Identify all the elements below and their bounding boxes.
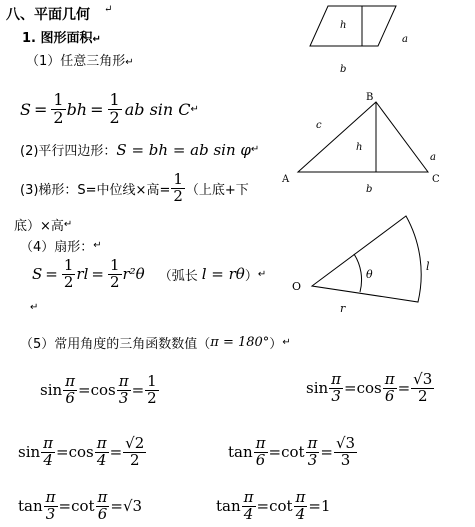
angle-fraction (63, 374, 77, 407)
numerator: π (97, 488, 108, 506)
numerator: π (331, 370, 342, 388)
denominator: 2 (109, 272, 120, 291)
formula-rl: rl (76, 265, 89, 284)
formula-lhs: S (32, 265, 43, 284)
paragraph-mark: ↵ (250, 144, 260, 155)
numerator: π (118, 372, 129, 390)
trig-func: sin (306, 379, 329, 398)
numerator: π (65, 372, 76, 390)
side-a: a (430, 152, 436, 163)
angles-label-tail: ） (269, 337, 283, 352)
paragraph-mark: ↵ (93, 240, 102, 251)
trig-func: tan (216, 497, 241, 516)
denominator: 3 (307, 450, 318, 469)
trig-func: cot (281, 443, 305, 462)
numerator: 1 (109, 256, 120, 274)
trig-func: cos (90, 381, 116, 400)
numerator: π (96, 434, 107, 452)
trig-func: tan (18, 497, 43, 516)
trapezoid-tail: （上底+下 (185, 182, 249, 198)
denominator: 2 (417, 386, 428, 405)
subsection-heading (22, 27, 101, 46)
triangle-diagram (280, 88, 450, 196)
angle-fraction (306, 436, 320, 469)
parallelogram-label: (2)平行四边形： (20, 144, 117, 159)
numerator: √3 (335, 434, 356, 452)
trig-func: tan (228, 443, 253, 462)
arc-l: l (426, 260, 430, 273)
denominator: 3 (45, 504, 56, 523)
center-O: O (292, 280, 302, 293)
arc-label: （弧长 (158, 268, 198, 284)
fraction-half (51, 92, 65, 127)
denominator: 6 (97, 504, 108, 523)
numerator: 1 (147, 372, 157, 390)
angle-fraction (95, 436, 109, 469)
trig-func: sin (40, 381, 63, 400)
paragraph-mark: ↵ (190, 103, 199, 115)
angle-fraction (41, 436, 55, 469)
denominator: 6 (65, 388, 75, 407)
trig-row-1: sin $\frac{\pi}{6}$ = cos $\frac{\pi}{3}$ = $\frac{1}{2}$ (40, 372, 157, 407)
fraction-half (108, 258, 122, 291)
angle-fraction (329, 372, 343, 405)
denominator: 4 (96, 450, 107, 469)
denominator: 6 (384, 386, 395, 405)
trig-func: cot (269, 497, 293, 516)
angle-fraction (242, 490, 256, 523)
trig-row-6: tan $\frac{\pi}{4}$ = cot $\frac{\pi}{4}$ = 1 (216, 488, 331, 523)
subsection-title: 图形面积 (40, 31, 93, 46)
angle-arc (354, 254, 362, 292)
formula-r2theta: r²θ (122, 265, 145, 284)
numerator: √2 (125, 434, 145, 452)
angle-fraction (96, 490, 110, 523)
sector-shape (312, 216, 421, 302)
angle-fraction (254, 436, 268, 469)
parallelogram-equation: S = bh = ab sin φ (116, 140, 251, 159)
vertex-C: C (432, 174, 440, 185)
triangle-area-formula: S = $\frac{1}{2}$ bh = $\frac{1}{2}$ ab sin C ↵ (20, 90, 199, 127)
fraction-half (171, 172, 185, 205)
denominator: 2 (147, 388, 157, 407)
denominator: 4 (243, 504, 254, 523)
denominator: 2 (63, 272, 74, 291)
triangle-label (26, 50, 134, 69)
label-h: h (356, 142, 363, 153)
label-h: h (340, 20, 347, 31)
numerator: 1 (173, 170, 183, 188)
paragraph-mark: ↵ (63, 219, 73, 230)
numerator: π (295, 488, 306, 506)
paragraph-mark: ↵ (92, 34, 101, 45)
trapezoid-wrap-text: 底）×高 (14, 219, 64, 234)
paragraph-mark: ↵ (104, 4, 113, 15)
label-b: b (340, 64, 347, 75)
value-fraction (334, 436, 357, 469)
numerator: π (243, 488, 254, 506)
trig-func: sin (18, 443, 41, 462)
fraction-half (108, 92, 122, 127)
trig-row-4: tan $\frac{\pi}{6}$ = cot $\frac{\pi}{3}$ = $\frac{√3}{3}$ (228, 434, 356, 469)
trig-row-5: tan $\frac{\pi}{3}$ = cot $\frac{\pi}{6}$ = √3 (18, 488, 143, 523)
angles-label-text: （5）常用角度的三角函数数值（ (20, 337, 211, 352)
numerator: π (45, 488, 56, 506)
side-c: c (316, 120, 322, 131)
denominator: 4 (43, 450, 53, 469)
label-a: a (402, 34, 408, 45)
denominator: 6 (255, 450, 266, 469)
triangle-label-text: （1）任意三角形 (26, 54, 126, 69)
trig-func: cot (71, 497, 95, 516)
parallelogram-diagram (300, 2, 420, 80)
arc-formula: l = rθ (201, 265, 245, 284)
vertex-A: A (282, 174, 290, 185)
sector-area-formula: S = $\frac{1}{2}$ rl = $\frac{1}{2}$ r²θ （弧长 l = rθ ） ↵ (32, 256, 267, 291)
paragraph-mark: ↵ (282, 337, 291, 348)
trig-row-2: sin $\frac{\pi}{3}$ = cos $\frac{\pi}{6}$ = $\frac{√3}{2}$ (306, 370, 433, 405)
paragraph-mark: ↵ (30, 302, 39, 313)
angles-label (20, 333, 291, 352)
formula-absinc: ab sin C (124, 99, 191, 119)
numerator: π (255, 434, 266, 452)
denominator: 3 (331, 386, 341, 405)
numerator: √3 (413, 370, 433, 388)
trig-func: cos (356, 379, 382, 398)
angle-fraction (383, 372, 397, 405)
angle-theta: θ (366, 268, 373, 281)
denominator: 2 (109, 107, 120, 127)
radius-r: r (340, 302, 346, 315)
trig-row-3: sin $\frac{\pi}{4}$ = cos $\frac{\pi}{4}$ = $\frac{√2}{2}$ (18, 434, 145, 469)
trig-value: 1 (320, 497, 331, 516)
denominator: 4 (295, 504, 306, 523)
value-fraction (411, 372, 434, 405)
angle-fraction (44, 490, 58, 523)
trig-func: cos (68, 443, 94, 462)
paragraph-mark: ↵ (125, 57, 134, 68)
formula-lhs: S (20, 99, 31, 119)
value-fraction (123, 436, 146, 469)
numerator: 1 (53, 90, 64, 109)
denominator: 2 (53, 107, 64, 127)
side-b: b (366, 184, 373, 195)
angle-fraction (294, 490, 308, 523)
denominator: 3 (340, 450, 351, 469)
numerator: π (384, 370, 395, 388)
pi-value: π = 180° (210, 335, 270, 350)
numerator: 1 (63, 256, 74, 274)
trig-value: √3 (122, 497, 143, 516)
trapezoid-label: (3)梯形：S=中位线×高= (20, 182, 171, 198)
subsection-number: 1. (22, 31, 36, 46)
section-title: 八、平面几何 (6, 7, 90, 23)
denominator: 2 (173, 186, 183, 205)
formula-bh: bh (66, 99, 88, 119)
trapezoid-wrap (14, 215, 72, 234)
paragraph-mark: ↵ (257, 268, 267, 280)
angle-fraction (117, 374, 131, 407)
numerator: π (43, 434, 54, 452)
vertex-B: B (366, 92, 374, 103)
denominator: 2 (129, 450, 140, 469)
denominator: 3 (118, 388, 129, 407)
trapezoid-formula (20, 172, 249, 205)
parallelogram-formula (20, 140, 259, 159)
parallelogram-shape (310, 6, 396, 46)
numerator: π (307, 434, 318, 452)
numerator: 1 (109, 90, 120, 109)
sector-label (20, 236, 102, 255)
sector-diagram (290, 206, 450, 318)
sector-label-text: （4）扇形： (20, 240, 94, 255)
fraction-half (62, 258, 76, 291)
value-fraction (145, 374, 159, 407)
triangle-shape (298, 102, 428, 172)
